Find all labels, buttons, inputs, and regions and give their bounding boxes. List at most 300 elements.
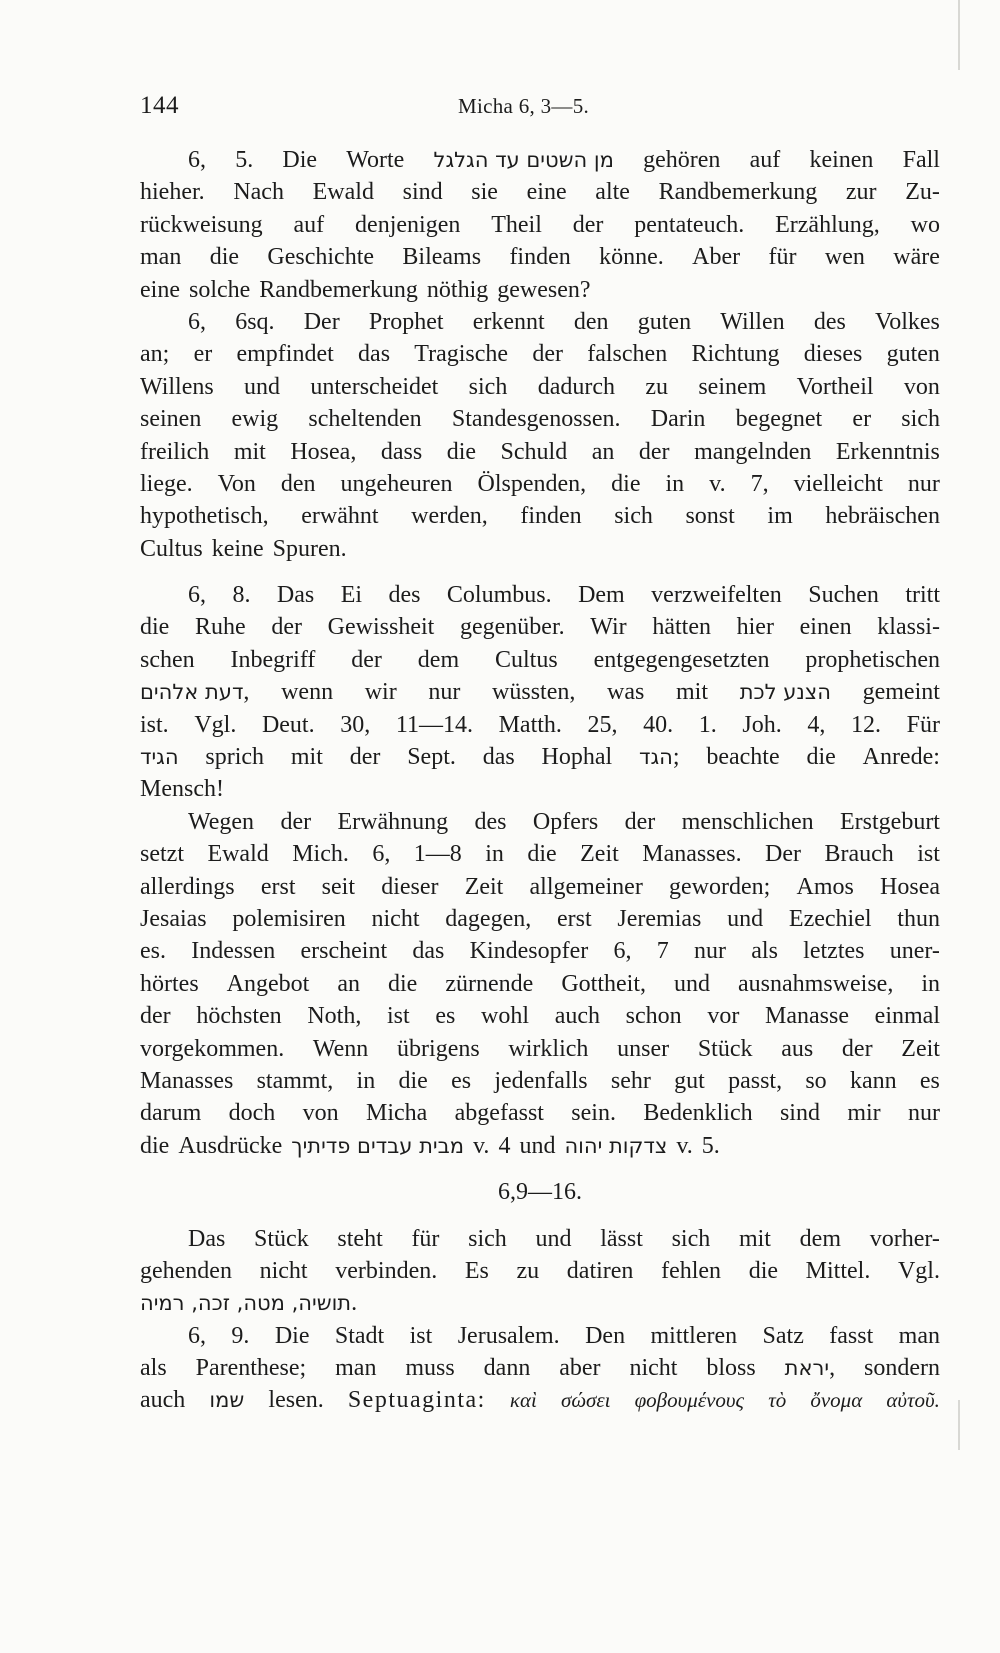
word: nicht: [259, 1257, 308, 1284]
text-line: [140, 241, 940, 273]
word: Stück: [254, 1225, 309, 1252]
word: Sept.: [407, 744, 456, 771]
word: Ewald: [207, 841, 269, 868]
word: tritt: [905, 582, 940, 609]
word: das: [412, 938, 445, 965]
word: die: [140, 1132, 170, 1159]
word: mittleren: [650, 1322, 738, 1349]
text-line: [140, 968, 940, 1000]
word: was: [607, 679, 645, 706]
word: stammt,: [256, 1067, 334, 1094]
word: beachte: [706, 744, 780, 771]
word: Inbegriff: [230, 646, 316, 673]
word: mit: [676, 679, 709, 706]
word: Erwähnung: [337, 808, 449, 835]
word: Mittel.: [805, 1257, 871, 1284]
word: Matth.: [498, 711, 562, 738]
page-header: [140, 92, 920, 132]
text-line: [140, 306, 940, 338]
word: des: [388, 582, 421, 609]
word: er: [193, 341, 213, 368]
word: nicht: [629, 1355, 678, 1382]
word: freilich: [140, 438, 210, 465]
word: Fall: [902, 147, 940, 173]
word: wen: [824, 244, 865, 271]
word: so: [805, 1067, 827, 1094]
word: der: [349, 744, 381, 771]
word: erst: [260, 873, 296, 900]
word: an: [591, 438, 615, 465]
word: 5.: [701, 1132, 720, 1159]
word: fehlen: [661, 1257, 722, 1284]
word: Prophet: [368, 308, 444, 335]
word: verbinden.: [335, 1257, 438, 1284]
word: dann: [483, 1355, 531, 1382]
word: alte: [595, 179, 630, 206]
word: dem: [799, 1225, 841, 1252]
word: im: [767, 503, 793, 530]
word: Das: [188, 1225, 226, 1252]
word: Suchen: [808, 582, 879, 609]
word: entgegengesetzten: [593, 646, 770, 673]
word: wüssten,: [492, 679, 576, 706]
text-line: [140, 579, 940, 611]
word: gemeint: [862, 679, 940, 706]
word: die: [748, 1257, 779, 1284]
word: Nach: [233, 179, 284, 206]
word: als: [140, 1355, 167, 1382]
text-line: [140, 500, 940, 532]
word: 11—14.: [395, 711, 473, 738]
word: auf: [749, 147, 781, 173]
word: prophetischen: [805, 646, 940, 673]
text-line: [140, 1223, 940, 1255]
word: und: [519, 1132, 556, 1159]
word: hypothetisch,: [140, 503, 269, 530]
word: setzt: [140, 841, 184, 868]
word: 30,: [340, 711, 371, 738]
word: gut: [674, 1067, 705, 1094]
word: schen: [140, 646, 195, 673]
word: Randbemerkung: [259, 276, 418, 303]
word: nur: [694, 938, 726, 965]
word: τὸ: [768, 1388, 787, 1413]
text-line: [140, 1097, 940, 1129]
word: unterscheidet: [310, 373, 439, 400]
text-line: [140, 871, 940, 903]
word: der: [638, 438, 670, 465]
word: die: [388, 970, 418, 997]
word: Brauch: [824, 841, 894, 868]
word: יראת,: [784, 1355, 836, 1382]
word: Bileams: [402, 244, 482, 271]
text-line: [140, 709, 940, 741]
word: ewig: [231, 406, 279, 433]
word: nöthig: [426, 276, 489, 303]
word: unser: [617, 1035, 670, 1062]
word: auch: [554, 1003, 600, 1030]
word: Zeit: [901, 1035, 940, 1062]
word: passt,: [728, 1067, 783, 1094]
word: Erstgeburt: [840, 808, 940, 835]
word: Den: [585, 1322, 626, 1349]
text-line: [140, 1255, 940, 1287]
word: vorgekommen.: [140, 1035, 285, 1062]
word: Ei: [340, 582, 363, 609]
word: wirklich: [508, 1035, 589, 1062]
word: in: [921, 970, 940, 997]
word: von: [302, 1100, 339, 1127]
word: mit: [738, 1225, 771, 1252]
word: 5.: [235, 147, 254, 173]
word: 6,: [188, 1322, 206, 1349]
word: Parenthese;: [195, 1355, 307, 1382]
word: v.: [676, 1132, 693, 1159]
word: Die: [274, 1322, 310, 1349]
word: die: [446, 438, 477, 465]
text-line: [140, 1065, 940, 1097]
word: dagegen,: [445, 905, 532, 932]
word: Zeit: [580, 841, 619, 868]
word: Mich.: [292, 841, 349, 868]
word: 7,: [750, 470, 769, 497]
word: Anrede:: [862, 744, 940, 771]
word: Vgl.: [194, 711, 237, 738]
word: aus: [781, 1035, 814, 1062]
word: allgemeiner: [529, 873, 643, 900]
word: das: [358, 341, 391, 368]
text-line: [140, 144, 940, 176]
word: geworden;: [669, 873, 771, 900]
word: αὐτοῦ.: [886, 1388, 940, 1413]
word: höchsten: [196, 1003, 282, 1030]
word: die: [140, 614, 170, 641]
word: Manasses: [140, 1067, 234, 1094]
word: 40.: [643, 711, 674, 738]
word: Die: [282, 147, 318, 173]
word: erscheint: [300, 938, 388, 965]
word: schon: [625, 1003, 682, 1030]
word: man: [898, 1322, 940, 1349]
word: v.: [709, 470, 726, 497]
word: für: [768, 244, 797, 271]
word: Randbemerkung: [658, 179, 818, 206]
word: der: [271, 614, 302, 641]
word: 6sq.: [235, 308, 275, 335]
text-body: [140, 144, 940, 1417]
word: sprich: [205, 744, 265, 771]
word: mir: [847, 1100, 881, 1127]
word: seinen: [140, 406, 202, 433]
word: 6,: [188, 582, 206, 609]
word: in: [356, 1067, 376, 1094]
word: lässt: [600, 1225, 643, 1252]
word: ausnahmsweise,: [738, 970, 894, 997]
scan-edge-mark: [958, 1400, 960, 1450]
word: 4: [498, 1132, 511, 1159]
word: dieses: [803, 341, 863, 368]
word: sind: [402, 179, 443, 206]
word: an;: [140, 341, 170, 368]
word: zu: [645, 373, 668, 400]
word: Zeit: [464, 873, 504, 900]
word: Tragische: [414, 341, 509, 368]
word: man: [140, 244, 182, 271]
word: wo: [910, 211, 940, 238]
word: die: [398, 1067, 428, 1094]
word: Schuld: [500, 438, 568, 465]
word: der: [624, 808, 656, 835]
word: מבית עבדים פדיתיך: [291, 1133, 464, 1158]
word: wohl: [481, 1003, 530, 1030]
word: es.: [140, 938, 166, 965]
word: fasst: [829, 1322, 874, 1349]
word: dass: [380, 438, 423, 465]
word: sondern: [863, 1355, 940, 1382]
text-line: [140, 436, 940, 468]
word: Ezechiel: [788, 905, 872, 932]
word: Kindesopfer: [469, 938, 589, 965]
word: Das: [276, 582, 315, 609]
word: erkennt: [472, 308, 545, 335]
word: scheltenden: [308, 406, 422, 433]
word: es: [435, 1003, 456, 1030]
word: hätten: [652, 614, 711, 641]
word: sich: [671, 1225, 711, 1252]
word: eine: [526, 179, 567, 206]
word: Standesgenossen.: [451, 406, 621, 433]
word: Ausdrücke: [178, 1132, 283, 1159]
text-line: [140, 644, 940, 676]
word: und: [244, 373, 281, 400]
word: Hosea,: [290, 438, 357, 465]
word: steht: [337, 1225, 383, 1252]
word: eine: [140, 276, 180, 303]
word: mit: [290, 744, 323, 771]
word: תושיה, מטה, זכה, רמיה.: [140, 1290, 358, 1317]
word: Jesaias: [140, 905, 207, 932]
word: ὄνομα: [810, 1388, 863, 1413]
word: an: [337, 970, 360, 997]
word: 4,: [807, 711, 826, 738]
word: Cultus: [140, 535, 203, 562]
word: hörtes: [140, 970, 199, 997]
word: Manasses.: [642, 841, 742, 868]
word: zürnende: [445, 970, 534, 997]
word: ist: [409, 1322, 433, 1349]
word: v.: [472, 1132, 490, 1159]
word: doch: [228, 1100, 276, 1127]
word: sich: [468, 1225, 507, 1252]
text-line: [140, 773, 940, 805]
word: der: [140, 1003, 171, 1030]
text-line: [140, 806, 940, 838]
word: sie: [471, 179, 498, 206]
word: muss: [405, 1355, 455, 1382]
word: Wir: [590, 614, 627, 641]
word: Hophal: [541, 744, 613, 771]
word: Jeremias: [617, 905, 702, 932]
word: der: [351, 646, 382, 673]
word: 9—16.: [516, 1179, 582, 1206]
word: sich: [901, 406, 940, 433]
word: wenn: [281, 679, 334, 706]
word: den: [280, 470, 316, 497]
word: Indessen: [191, 938, 276, 965]
word: Zu-: [905, 179, 940, 206]
word: mangelnden: [694, 438, 812, 465]
word: Manasse: [765, 1003, 849, 1030]
word: dem: [417, 646, 460, 673]
word: sein.: [571, 1100, 616, 1127]
word: Spuren.: [272, 535, 347, 562]
word: rückweisung: [140, 211, 263, 238]
word: pentateuch.: [634, 211, 745, 238]
word: Jerusalem.: [457, 1322, 560, 1349]
word: solche: [188, 276, 251, 303]
running-head: Micha 6, 3—5.: [458, 94, 590, 118]
word: nur: [908, 1100, 940, 1127]
word: Ölspenden,: [477, 470, 587, 497]
word: Es: [464, 1257, 489, 1284]
word: aber: [559, 1355, 601, 1382]
text-line: [140, 741, 940, 773]
word: Stadt: [334, 1322, 385, 1349]
word: 6,: [188, 147, 206, 173]
word: vor: [707, 1003, 740, 1030]
word: mit: [233, 438, 266, 465]
word: Amos: [796, 873, 854, 900]
word: das: [482, 744, 515, 771]
word: in: [665, 470, 685, 497]
word: auch: [140, 1387, 186, 1414]
word: Stück: [697, 1035, 753, 1062]
text-line: [140, 1384, 940, 1416]
word: lesen.: [268, 1387, 324, 1414]
word: Theil: [491, 211, 542, 238]
word: Ewald: [312, 179, 374, 206]
text-line: [140, 1320, 940, 1352]
word: polemisiren: [232, 905, 346, 932]
word: 6,: [613, 938, 632, 965]
word: bloss: [706, 1355, 756, 1382]
word: ist: [917, 841, 940, 868]
word: der: [841, 1035, 873, 1062]
word: und: [674, 970, 710, 997]
text-line: [140, 533, 940, 565]
word: und: [727, 905, 764, 932]
word: jedenfalls: [494, 1067, 588, 1094]
word: 9.: [231, 1322, 250, 1349]
word: דעת אלהים,: [140, 679, 250, 706]
word: Septuaginta:: [347, 1387, 486, 1414]
word: empfindet: [236, 341, 334, 368]
text-line: [140, 1352, 940, 1384]
word: Dem: [578, 582, 625, 609]
word: gegenüber.: [460, 614, 565, 641]
word: Richtung: [691, 341, 780, 368]
word: Aber: [692, 244, 741, 271]
word: ist.: [140, 711, 169, 738]
text-line: [140, 676, 940, 708]
word: er: [852, 406, 872, 433]
word: Cultus: [495, 646, 558, 673]
word: 25,: [587, 711, 618, 738]
word: abgefasst: [454, 1100, 544, 1127]
scan-edge-mark: [958, 0, 960, 70]
word: uner-: [889, 938, 940, 965]
word: Erzählung,: [775, 211, 880, 238]
word: Von: [217, 470, 256, 497]
word: gewesen?: [497, 276, 591, 303]
word: man: [335, 1355, 377, 1382]
word: datiren: [566, 1257, 634, 1284]
word: menschlichen: [681, 808, 814, 835]
page-number: 144: [140, 92, 179, 119]
word: Der: [303, 308, 340, 335]
word: Noth,: [307, 1003, 362, 1030]
word: ist: [386, 1003, 410, 1030]
text-line: [140, 1033, 940, 1065]
word: auf: [293, 211, 325, 238]
word: 6,: [188, 308, 206, 335]
word: nur: [428, 679, 461, 706]
word: sehr: [610, 1067, 651, 1094]
text-line: [140, 935, 940, 967]
word: 6,: [498, 1179, 516, 1206]
word: Für: [906, 711, 940, 738]
word: Geschichte: [267, 244, 375, 271]
word: φοβουμένους: [634, 1388, 745, 1413]
text-line: [140, 611, 940, 643]
word: finden: [509, 244, 571, 271]
word: seinem: [698, 373, 767, 400]
word: verzweifelten: [651, 582, 782, 609]
text-line: [140, 403, 940, 435]
word: Der: [765, 841, 802, 868]
word: Mensch!: [140, 776, 224, 803]
word: מן השטים עד הגלגל: [433, 148, 614, 172]
text-line: [140, 274, 940, 306]
word: es: [451, 1067, 472, 1094]
word: finden: [520, 503, 582, 530]
text-line: [140, 371, 940, 403]
word: wir: [364, 679, 397, 706]
word: es: [919, 1067, 940, 1094]
text-line: [140, 1176, 940, 1208]
text-line: [140, 1287, 940, 1319]
word: Erkenntnis: [835, 438, 940, 465]
text-line: [140, 209, 940, 241]
word: guten: [886, 341, 940, 368]
word: dieser: [381, 873, 439, 900]
word: sind: [779, 1100, 820, 1127]
word: wäre: [893, 244, 940, 271]
word: darum: [140, 1100, 202, 1127]
word: von: [903, 373, 940, 400]
word: gehenden: [140, 1257, 232, 1284]
word: sich: [468, 373, 508, 400]
word: 1—8: [413, 841, 462, 868]
word: des: [474, 808, 507, 835]
word: erst: [557, 905, 592, 932]
word: in: [485, 841, 504, 868]
word: Satz: [762, 1322, 804, 1349]
word: vorher-: [869, 1225, 940, 1252]
word: zu: [516, 1257, 540, 1284]
word: nicht: [371, 905, 420, 932]
word: vielleicht: [793, 470, 883, 497]
